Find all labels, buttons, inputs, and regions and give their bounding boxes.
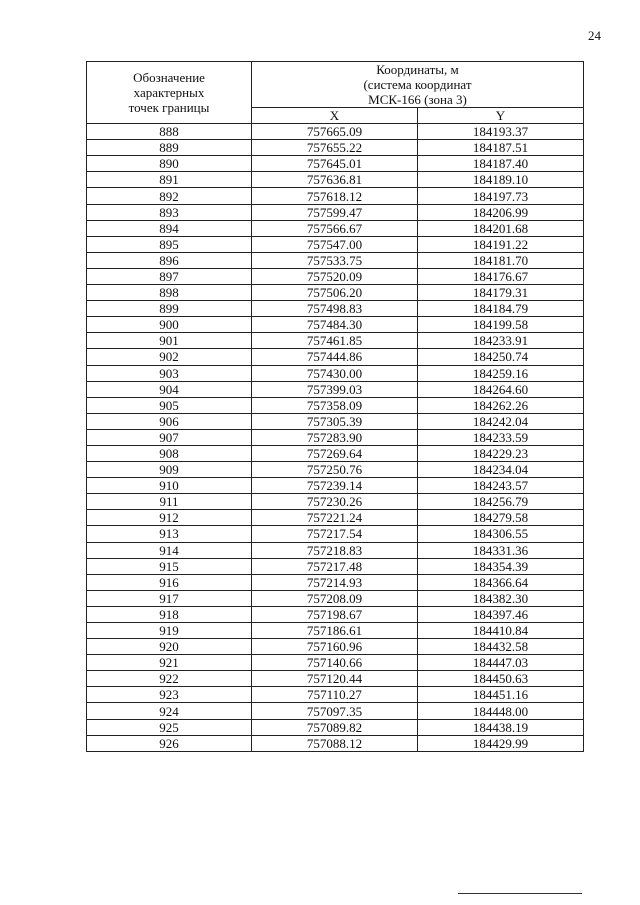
table-row [87, 462, 584, 478]
table-row [87, 429, 584, 445]
point-id-cell: 908 [87, 445, 252, 461]
table-row [87, 735, 584, 751]
table-row [87, 220, 584, 236]
y-coordinate-cell: 184243.57 [418, 478, 584, 494]
point-id-cell: 923 [87, 687, 252, 703]
y-coordinate-cell: 184250.74 [418, 349, 584, 365]
x-coordinate-cell: 757645.01 [252, 156, 418, 172]
header-x: X [252, 108, 418, 124]
point-id-cell: 911 [87, 494, 252, 510]
point-id-cell: 925 [87, 719, 252, 735]
x-coordinate-cell: 757484.30 [252, 317, 418, 333]
y-coordinate-cell: 184242.04 [418, 413, 584, 429]
point-id-cell: 926 [87, 735, 252, 751]
table-row [87, 687, 584, 703]
y-coordinate-cell: 184189.10 [418, 172, 584, 188]
point-id-cell: 902 [87, 349, 252, 365]
x-coordinate-cell: 757088.12 [252, 735, 418, 751]
point-id-cell: 899 [87, 301, 252, 317]
table-row [87, 671, 584, 687]
y-coordinate-cell: 184193.37 [418, 124, 584, 140]
table-row [87, 623, 584, 639]
y-coordinate-cell: 184397.46 [418, 606, 584, 622]
y-coordinate-cell: 184176.67 [418, 268, 584, 284]
y-coordinate-cell: 184197.73 [418, 188, 584, 204]
y-coordinate-cell: 184306.55 [418, 526, 584, 542]
table-row [87, 558, 584, 574]
y-coordinate-cell: 184199.58 [418, 317, 584, 333]
table-row [87, 397, 584, 413]
table-row [87, 703, 584, 719]
x-coordinate-cell: 757599.47 [252, 204, 418, 220]
x-coordinate-cell: 757221.24 [252, 510, 418, 526]
point-id-cell: 918 [87, 606, 252, 622]
table-row [87, 252, 584, 268]
x-coordinate-cell: 757218.83 [252, 542, 418, 558]
point-id-cell: 897 [87, 268, 252, 284]
footer-rule [458, 893, 582, 894]
header-coordinates-text: Координаты, м (система координат МСК-166 (зона 3) [363, 62, 472, 107]
point-id-cell: 904 [87, 381, 252, 397]
y-coordinate-cell: 184366.64 [418, 574, 584, 590]
table-row [87, 140, 584, 156]
x-coordinate-cell: 757140.66 [252, 655, 418, 671]
x-coordinate-cell: 757097.35 [252, 703, 418, 719]
point-id-cell: 913 [87, 526, 252, 542]
x-coordinate-cell: 757655.22 [252, 140, 418, 156]
page-number: 24 [588, 28, 601, 43]
y-coordinate-cell: 184201.68 [418, 220, 584, 236]
header-boundary-points-text: Обозначение характерных точек границы [128, 70, 210, 116]
y-coordinate-cell: 184256.79 [418, 494, 584, 510]
y-coordinate-cell: 184447.03 [418, 655, 584, 671]
y-coordinate-cell: 184432.58 [418, 639, 584, 655]
y-coordinate-cell: 184429.99 [418, 735, 584, 751]
y-coordinate-cell: 184229.23 [418, 445, 584, 461]
point-id-cell: 903 [87, 365, 252, 381]
header-boundary-points [87, 62, 252, 124]
point-id-cell: 896 [87, 252, 252, 268]
y-coordinate-cell: 184259.16 [418, 365, 584, 381]
x-coordinate-cell: 757618.12 [252, 188, 418, 204]
table-row [87, 349, 584, 365]
table-row [87, 124, 584, 140]
x-coordinate-cell: 757444.86 [252, 349, 418, 365]
table-row [87, 590, 584, 606]
point-id-cell: 905 [87, 397, 252, 413]
point-id-cell: 891 [87, 172, 252, 188]
y-coordinate-cell: 184448.00 [418, 703, 584, 719]
y-coordinate-cell: 184187.40 [418, 156, 584, 172]
x-coordinate-cell: 757160.96 [252, 639, 418, 655]
table-row [87, 542, 584, 558]
table-row [87, 478, 584, 494]
x-coordinate-cell: 757358.09 [252, 397, 418, 413]
y-coordinate-cell: 184234.04 [418, 462, 584, 478]
point-id-cell: 910 [87, 478, 252, 494]
point-id-cell: 893 [87, 204, 252, 220]
y-coordinate-cell: 184181.70 [418, 252, 584, 268]
point-id-cell: 914 [87, 542, 252, 558]
y-coordinate-cell: 184262.26 [418, 397, 584, 413]
point-id-cell: 890 [87, 156, 252, 172]
x-coordinate-cell: 757186.61 [252, 623, 418, 639]
header-y: Y [418, 108, 584, 124]
x-coordinate-cell: 757250.76 [252, 462, 418, 478]
x-coordinate-cell: 757110.27 [252, 687, 418, 703]
y-coordinate-cell: 184264.60 [418, 381, 584, 397]
table-row [87, 494, 584, 510]
x-coordinate-cell: 757566.67 [252, 220, 418, 236]
table-row [87, 268, 584, 284]
x-coordinate-cell: 757399.03 [252, 381, 418, 397]
table-row [87, 156, 584, 172]
x-coordinate-cell: 757269.64 [252, 445, 418, 461]
point-id-cell: 916 [87, 574, 252, 590]
y-coordinate-cell: 184451.16 [418, 687, 584, 703]
point-id-cell: 888 [87, 124, 252, 140]
table-row [87, 204, 584, 220]
x-coordinate-cell: 757089.82 [252, 719, 418, 735]
table-row [87, 301, 584, 317]
table-row [87, 655, 584, 671]
point-id-cell: 909 [87, 462, 252, 478]
y-coordinate-cell: 184382.30 [418, 590, 584, 606]
x-coordinate-cell: 757547.00 [252, 236, 418, 252]
point-id-cell: 915 [87, 558, 252, 574]
point-id-cell: 912 [87, 510, 252, 526]
x-coordinate-cell: 757430.00 [252, 365, 418, 381]
table-row [87, 365, 584, 381]
x-coordinate-cell: 757305.39 [252, 413, 418, 429]
point-id-cell: 894 [87, 220, 252, 236]
table-row [87, 574, 584, 590]
x-coordinate-cell: 757217.54 [252, 526, 418, 542]
x-coordinate-cell: 757198.67 [252, 606, 418, 622]
y-coordinate-cell: 184187.51 [418, 140, 584, 156]
point-id-cell: 921 [87, 655, 252, 671]
table-row [87, 172, 584, 188]
point-id-cell: 900 [87, 317, 252, 333]
table-row [87, 526, 584, 542]
coordinates-table [86, 61, 584, 752]
x-coordinate-cell: 757239.14 [252, 478, 418, 494]
table-row [87, 413, 584, 429]
table-row [87, 236, 584, 252]
table-row [87, 188, 584, 204]
x-coordinate-cell: 757636.81 [252, 172, 418, 188]
x-coordinate-cell: 757120.44 [252, 671, 418, 687]
x-coordinate-cell: 757498.83 [252, 301, 418, 317]
y-coordinate-cell: 184450.63 [418, 671, 584, 687]
y-coordinate-cell: 184438.19 [418, 719, 584, 735]
y-coordinate-cell: 184331.36 [418, 542, 584, 558]
point-id-cell: 920 [87, 639, 252, 655]
x-coordinate-cell: 757533.75 [252, 252, 418, 268]
x-coordinate-cell: 757506.20 [252, 285, 418, 301]
x-coordinate-cell: 757214.93 [252, 574, 418, 590]
point-id-cell: 922 [87, 671, 252, 687]
point-id-cell: 901 [87, 333, 252, 349]
table-row [87, 639, 584, 655]
point-id-cell: 892 [87, 188, 252, 204]
y-coordinate-cell: 184410.84 [418, 623, 584, 639]
x-coordinate-cell: 757283.90 [252, 429, 418, 445]
point-id-cell: 898 [87, 285, 252, 301]
header-coordinates [252, 62, 584, 108]
x-coordinate-cell: 757208.09 [252, 590, 418, 606]
table-body [87, 124, 584, 752]
table-row [87, 606, 584, 622]
y-coordinate-cell: 184354.39 [418, 558, 584, 574]
point-id-cell: 889 [87, 140, 252, 156]
point-id-cell: 906 [87, 413, 252, 429]
x-coordinate-cell: 757217.48 [252, 558, 418, 574]
y-coordinate-cell: 184233.91 [418, 333, 584, 349]
y-coordinate-cell: 184279.58 [418, 510, 584, 526]
table-row [87, 381, 584, 397]
point-id-cell: 924 [87, 703, 252, 719]
table-row [87, 285, 584, 301]
x-coordinate-cell: 757665.09 [252, 124, 418, 140]
table-row [87, 317, 584, 333]
point-id-cell: 917 [87, 590, 252, 606]
y-coordinate-cell: 184233.59 [418, 429, 584, 445]
table-row [87, 333, 584, 349]
table-row [87, 445, 584, 461]
y-coordinate-cell: 184179.31 [418, 285, 584, 301]
y-coordinate-cell: 184184.79 [418, 301, 584, 317]
point-id-cell: 895 [87, 236, 252, 252]
table-row [87, 510, 584, 526]
y-coordinate-cell: 184206.99 [418, 204, 584, 220]
table-row [87, 719, 584, 735]
x-coordinate-cell: 757230.26 [252, 494, 418, 510]
x-coordinate-cell: 757461.85 [252, 333, 418, 349]
x-coordinate-cell: 757520.09 [252, 268, 418, 284]
point-id-cell: 919 [87, 623, 252, 639]
y-coordinate-cell: 184191.22 [418, 236, 584, 252]
point-id-cell: 907 [87, 429, 252, 445]
